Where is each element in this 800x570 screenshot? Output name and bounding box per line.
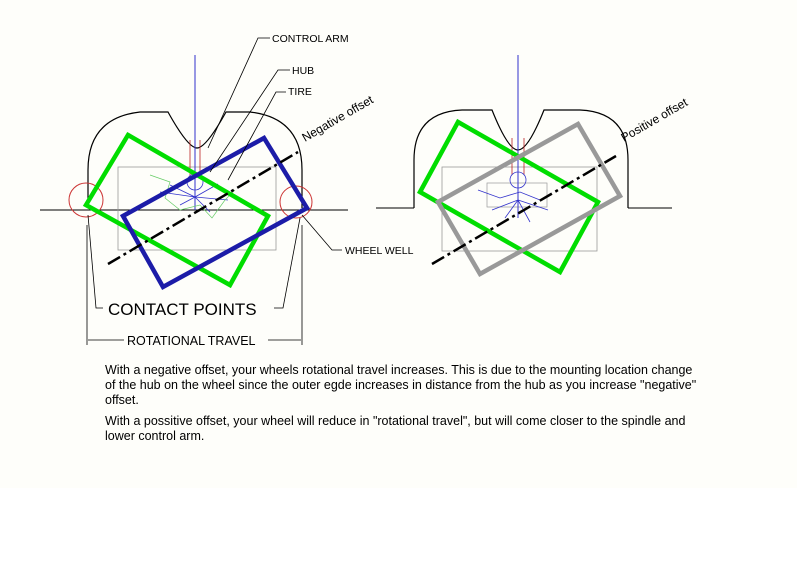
- negative-offset-view: [40, 38, 348, 345]
- spindle-box-right: [442, 167, 597, 251]
- contact-points-label: CONTACT POINTS: [108, 300, 257, 319]
- wheel-outline-negative: [123, 138, 307, 287]
- hub-box-right: [487, 183, 547, 207]
- negative-offset-label: Negative offset: [299, 92, 376, 145]
- positive-offset-view: [376, 55, 672, 274]
- caption-paragraph-negative: With a negative offset, your wheels rotational travel increases. This is due to the mounting location change of the hub on the wheel since the outer egde increases in distance from the hub as you increase "negative" offset.: [105, 363, 697, 407]
- hub-label: HUB: [292, 65, 315, 77]
- caption-paragraph-positive: With a possitive offset, your wheel will reduce in "rotational travel", but will come closer to the spindle and lower control arm.: [105, 414, 686, 443]
- control-arm-label: CONTROL ARM: [272, 33, 349, 45]
- explanation-text: [105, 363, 705, 450]
- tire-label: TIRE: [288, 86, 312, 98]
- wheel-well-leader: [302, 215, 342, 250]
- contact-point-bracket-right: [274, 218, 300, 308]
- contact-point-bracket-left: [88, 215, 103, 308]
- positive-offset-label: Positive offset: [618, 95, 691, 145]
- wheel-well-label: WHEEL WELL: [345, 245, 414, 257]
- rotational-travel-label: ROTATIONAL TRAVEL: [127, 334, 256, 348]
- hub-detail-right: [478, 138, 548, 222]
- control-arm-leader: [208, 38, 270, 148]
